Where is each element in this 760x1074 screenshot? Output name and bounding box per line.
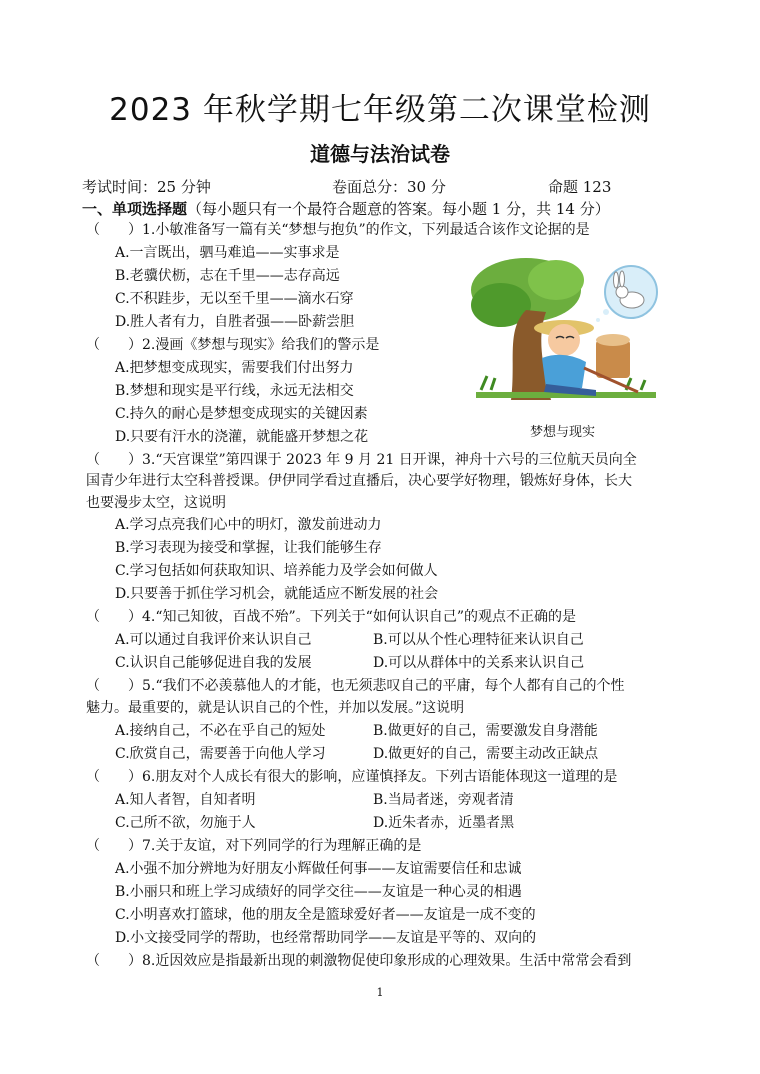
option: B.老骥伏枥，志在千里——志存高远 [115, 268, 340, 284]
section-label: 一、单项选择题 [82, 200, 188, 218]
question-7: （ ）7.关于友谊，对下列同学的行为理解正确的是 [86, 838, 422, 854]
option: A.知人者智，自知者明 [115, 792, 256, 808]
question-3: （ ）3.“天宫课堂”第四课于 2023 年 9 月 21 日开课，神舟十六号的三位航天员向全 [86, 452, 637, 468]
option: D.胜人者有力，自胜者强——卧薪尝胆 [115, 314, 355, 330]
option: C.持久的耐心是梦想变成现实的关键因素 [115, 406, 368, 422]
option: C.欣赏自己，需要善于向他人学习 [115, 746, 326, 762]
option: B.做更好的自己，需要激发自身潜能 [373, 723, 598, 739]
option: A.把梦想变成现实，需要我们付出努力 [115, 360, 354, 376]
option: A.一言既出，驷马难追——实事求是 [115, 245, 340, 261]
option: B.当局者迷，旁观者清 [373, 792, 514, 808]
option: C.己所不欲，勿施于人 [115, 815, 256, 831]
question-3-cont: 也要漫步太空，这说明 [86, 495, 226, 511]
question-5-cont: 魅力。最重要的，就是认识自己的个性，并加以发展。”这说明 [86, 700, 465, 716]
exam-time: 考试时间：25 分钟 [82, 178, 211, 196]
option: A.可以通过自我评价来认识自己 [115, 632, 312, 648]
question-8: （ ）8.近因效应是指最新出现的刺激物促使印象形成的心理效果。生活中常常会看到 [86, 953, 632, 969]
author: 命题 123 [548, 178, 612, 196]
option: B.学习表现为接受和掌握，让我们能够生存 [115, 540, 382, 556]
page-number: 1 [376, 986, 384, 999]
option: D.做更好的自己，需要主动改正缺点 [373, 746, 599, 762]
option: D.小文接受同学的帮助，也经常帮助同学——友谊是平等的、双向的 [115, 930, 537, 946]
cartoon-illustration [466, 250, 662, 400]
question-2: （ ）2.漫画《梦想与现实》给我们的警示是 [86, 337, 380, 353]
option: D.近朱者赤，近墨者黑 [373, 815, 515, 831]
option: D.只要有汗水的浇灌，就能盛开梦想之花 [115, 429, 369, 445]
option: C.不积跬步，无以至千里——滴水石穿 [115, 291, 354, 307]
page-subtitle: 道德与法治试卷 [310, 142, 450, 166]
option: A.学习点亮我们心中的明灯，激发前进动力 [115, 517, 382, 533]
figure-caption: 梦想与现实 [530, 425, 596, 440]
option: C.认识自己能够促进自我的发展 [115, 655, 312, 671]
option: A.小强不加分辨地为好朋友小辉做任何事——友谊需要信任和忠诚 [115, 861, 522, 877]
question-1: （ ）1.小敏准备写一篇有关“梦想与抱负”的作文，下列最适合该作文论据的是 [86, 222, 590, 238]
section-note: （每小题只有一个最符合题意的答案。每小题 1 分，共 14 分） [187, 200, 610, 218]
option: A.接纳自己，不必在乎自己的短处 [115, 723, 326, 739]
section-heading [82, 198, 610, 219]
question-4: （ ）4.“知己知彼，百战不殆”。下列关于“如何认识自己”的观点不正确的是 [86, 609, 576, 625]
option: C.学习包括如何获取知识、培养能力及学会如何做人 [115, 563, 438, 579]
question-6: （ ）6.朋友对个人成长有很大的影响，应谨慎择友。下列古语能体现这一道理的是 [86, 769, 618, 785]
question-3-cont: 国青少年进行太空科普授课。伊伊同学看过直播后，决心要学好物理，锻炼好身体，长大 [86, 473, 632, 489]
option: D.可以从群体中的关系来认识自己 [373, 655, 585, 671]
option: B.梦想和现实是平行线，永远无法相交 [115, 383, 354, 399]
option: B.可以从个性心理特征来认识自己 [373, 632, 584, 648]
question-5: （ ）5.“我们不必羡慕他人的才能，也无须悲叹自己的平庸，每个人都有自己的个性 [86, 678, 625, 694]
total-score: 卷面总分：30 分 [332, 178, 446, 196]
option: B.小丽只和班上学习成绩好的同学交往——友谊是一种心灵的相遇 [115, 884, 522, 900]
option: D.只要善于抓住学习机会，就能适应不断发展的社会 [115, 586, 439, 602]
option: C.小明喜欢打篮球，他的朋友全是篮球爱好者——友谊是一成不变的 [115, 907, 536, 923]
page-title: 2023 年秋学期七年级第二次课堂检测 [109, 92, 651, 128]
